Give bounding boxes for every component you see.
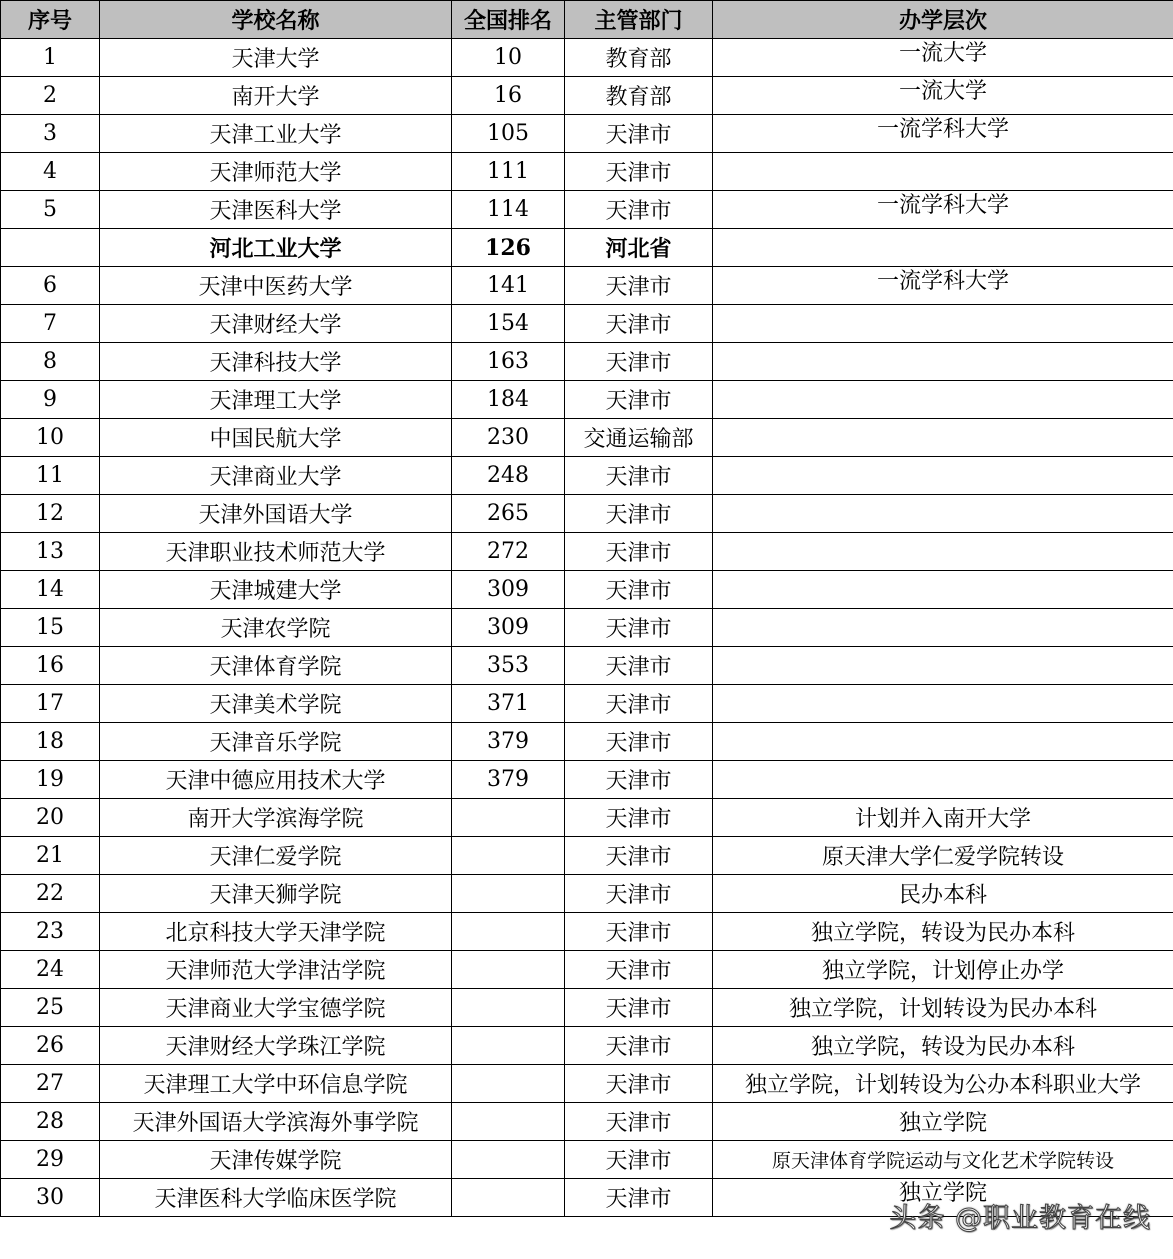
cell-serial: 29 (1, 1141, 100, 1179)
cell-school-name: 天津工业大学 (100, 115, 452, 153)
cell-national-rank (452, 799, 565, 837)
cell-serial: 22 (1, 875, 100, 913)
table-row (1, 457, 1173, 495)
table-row (1, 1141, 1173, 1179)
cell-serial: 14 (1, 571, 100, 609)
table-row (1, 229, 1173, 267)
cell-level: 独立学院，计划转设为公办本科职业大学 (713, 1065, 1173, 1103)
cell-national-rank (452, 913, 565, 951)
cell-school-name: 天津外国语大学滨海外事学院 (100, 1103, 452, 1141)
cell-school-name: 南开大学 (100, 77, 452, 115)
cell-school-name: 天津医科大学临床医学院 (100, 1179, 452, 1217)
cell-national-rank: 379 (452, 761, 565, 799)
cell-national-rank: 309 (452, 609, 565, 647)
cell-level (713, 533, 1173, 571)
cell-level (713, 761, 1173, 799)
cell-department: 天津市 (565, 685, 713, 723)
cell-school-name: 天津财经大学珠江学院 (100, 1027, 452, 1065)
cell-serial: 10 (1, 419, 100, 457)
cell-level (713, 609, 1173, 647)
cell-serial: 8 (1, 343, 100, 381)
table-row (1, 1065, 1173, 1103)
cell-level (713, 419, 1173, 457)
table-row (1, 305, 1173, 343)
header-row (1, 1, 1173, 39)
cell-serial: 4 (1, 153, 100, 191)
cell-national-rank (452, 837, 565, 875)
cell-level (713, 381, 1173, 419)
cell-level (713, 495, 1173, 533)
cell-national-rank (452, 989, 565, 1027)
cell-serial: 11 (1, 457, 100, 495)
cell-national-rank: 105 (452, 115, 565, 153)
cell-serial: 26 (1, 1027, 100, 1065)
cell-serial: 9 (1, 381, 100, 419)
table-row (1, 191, 1173, 229)
cell-level (713, 647, 1173, 685)
cell-level: 独立学院 (713, 1179, 1173, 1217)
cell-level: 独立学院，转设为民办本科 (713, 913, 1173, 951)
cell-national-rank: 371 (452, 685, 565, 723)
cell-national-rank (452, 1141, 565, 1179)
cell-school-name: 天津音乐学院 (100, 723, 452, 761)
cell-national-rank: 248 (452, 457, 565, 495)
cell-serial: 25 (1, 989, 100, 1027)
cell-serial (1, 229, 100, 267)
table-row (1, 153, 1173, 191)
cell-level: 原天津体育学院运动与文化艺术学院转设 (713, 1141, 1173, 1179)
cell-school-name: 天津财经大学 (100, 305, 452, 343)
cell-department: 天津市 (565, 647, 713, 685)
cell-department: 天津市 (565, 989, 713, 1027)
cell-level: 原天津大学仁爱学院转设 (713, 837, 1173, 875)
cell-serial: 2 (1, 77, 100, 115)
cell-national-rank (452, 875, 565, 913)
cell-national-rank: 184 (452, 381, 565, 419)
cell-department: 天津市 (565, 951, 713, 989)
header-department: 主管部门 (565, 1, 713, 39)
cell-level (713, 723, 1173, 761)
cell-department: 天津市 (565, 343, 713, 381)
cell-serial: 12 (1, 495, 100, 533)
cell-level (713, 571, 1173, 609)
cell-school-name: 天津师范大学 (100, 153, 452, 191)
cell-serial: 7 (1, 305, 100, 343)
cell-serial: 16 (1, 647, 100, 685)
cell-level: 一流学科大学 (713, 267, 1173, 305)
cell-level (713, 153, 1173, 191)
table-row (1, 419, 1173, 457)
cell-serial: 15 (1, 609, 100, 647)
cell-school-name: 天津外国语大学 (100, 495, 452, 533)
cell-department: 天津市 (565, 761, 713, 799)
cell-department: 天津市 (565, 1103, 713, 1141)
table-row (1, 951, 1173, 989)
table-row (1, 761, 1173, 799)
table-row (1, 913, 1173, 951)
cell-department: 天津市 (565, 913, 713, 951)
cell-school-name: 天津仁爱学院 (100, 837, 452, 875)
cell-serial: 28 (1, 1103, 100, 1141)
cell-level (713, 229, 1173, 267)
cell-department: 天津市 (565, 875, 713, 913)
cell-serial: 30 (1, 1179, 100, 1217)
table-row (1, 1103, 1173, 1141)
cell-serial: 18 (1, 723, 100, 761)
table-row (1, 685, 1173, 723)
table-row (1, 799, 1173, 837)
header-level: 办学层次 (713, 1, 1173, 39)
cell-serial: 6 (1, 267, 100, 305)
cell-national-rank (452, 1027, 565, 1065)
table-row (1, 837, 1173, 875)
cell-level: 一流学科大学 (713, 191, 1173, 229)
cell-department: 天津市 (565, 115, 713, 153)
cell-level (713, 305, 1173, 343)
table-row (1, 495, 1173, 533)
cell-level: 独立学院 (713, 1103, 1173, 1141)
cell-school-name: 中国民航大学 (100, 419, 452, 457)
cell-department: 天津市 (565, 609, 713, 647)
cell-national-rank: 16 (452, 77, 565, 115)
cell-level: 民办本科 (713, 875, 1173, 913)
cell-national-rank: 114 (452, 191, 565, 229)
cell-department: 天津市 (565, 267, 713, 305)
cell-national-rank (452, 1179, 565, 1217)
cell-school-name: 天津农学院 (100, 609, 452, 647)
cell-national-rank: 379 (452, 723, 565, 761)
table-body (1, 39, 1173, 1217)
cell-level (713, 685, 1173, 723)
table-row (1, 1027, 1173, 1065)
cell-school-name: 天津科技大学 (100, 343, 452, 381)
cell-national-rank: 265 (452, 495, 565, 533)
table-row (1, 989, 1173, 1027)
cell-department: 河北省 (565, 229, 713, 267)
cell-level: 独立学院，转设为民办本科 (713, 1027, 1173, 1065)
cell-serial: 17 (1, 685, 100, 723)
cell-national-rank (452, 1103, 565, 1141)
cell-school-name: 天津体育学院 (100, 647, 452, 685)
cell-national-rank (452, 1065, 565, 1103)
cell-school-name: 天津中德应用技术大学 (100, 761, 452, 799)
cell-department: 教育部 (565, 39, 713, 77)
cell-department: 交通运输部 (565, 419, 713, 457)
cell-serial: 3 (1, 115, 100, 153)
cell-department: 教育部 (565, 77, 713, 115)
table-row (1, 115, 1173, 153)
cell-department: 天津市 (565, 305, 713, 343)
cell-national-rank (452, 951, 565, 989)
cell-department: 天津市 (565, 457, 713, 495)
cell-department: 天津市 (565, 1179, 713, 1217)
cell-serial: 5 (1, 191, 100, 229)
cell-national-rank: 154 (452, 305, 565, 343)
cell-school-name: 天津商业大学 (100, 457, 452, 495)
cell-school-name: 天津天狮学院 (100, 875, 452, 913)
cell-school-name: 河北工业大学 (100, 229, 452, 267)
cell-serial: 13 (1, 533, 100, 571)
table-header (1, 1, 1173, 39)
table-row (1, 267, 1173, 305)
cell-school-name: 天津大学 (100, 39, 452, 77)
header-national-rank: 全国排名 (452, 1, 565, 39)
cell-level: 一流学科大学 (713, 115, 1173, 153)
cell-national-rank: 272 (452, 533, 565, 571)
cell-serial: 27 (1, 1065, 100, 1103)
cell-national-rank: 141 (452, 267, 565, 305)
watermark: 头条 @职业教育在线 (889, 1203, 1151, 1234)
cell-department: 天津市 (565, 533, 713, 571)
cell-department: 天津市 (565, 723, 713, 761)
cell-department: 天津市 (565, 153, 713, 191)
cell-level: 一流大学 (713, 39, 1173, 77)
table-row (1, 723, 1173, 761)
table-row (1, 77, 1173, 115)
table-row (1, 609, 1173, 647)
header-serial: 序号 (1, 1, 100, 39)
cell-school-name: 天津理工大学中环信息学院 (100, 1065, 452, 1103)
cell-school-name: 天津商业大学宝德学院 (100, 989, 452, 1027)
header-school-name: 学校名称 (100, 1, 452, 39)
cell-national-rank: 230 (452, 419, 565, 457)
table-row (1, 647, 1173, 685)
cell-department: 天津市 (565, 799, 713, 837)
cell-level: 独立学院，计划停止办学 (713, 951, 1173, 989)
cell-school-name: 南开大学滨海学院 (100, 799, 452, 837)
cell-department: 天津市 (565, 381, 713, 419)
table-row (1, 343, 1173, 381)
table-row (1, 39, 1173, 77)
cell-national-rank: 163 (452, 343, 565, 381)
cell-serial: 19 (1, 761, 100, 799)
cell-level: 计划并入南开大学 (713, 799, 1173, 837)
cell-department: 天津市 (565, 1027, 713, 1065)
table-row (1, 571, 1173, 609)
cell-department: 天津市 (565, 191, 713, 229)
cell-serial: 23 (1, 913, 100, 951)
cell-department: 天津市 (565, 1065, 713, 1103)
cell-school-name: 天津职业技术师范大学 (100, 533, 452, 571)
cell-level: 一流大学 (713, 77, 1173, 115)
cell-school-name: 天津城建大学 (100, 571, 452, 609)
cell-serial: 1 (1, 39, 100, 77)
cell-national-rank: 10 (452, 39, 565, 77)
cell-department: 天津市 (565, 571, 713, 609)
table-row (1, 381, 1173, 419)
cell-level (713, 343, 1173, 381)
cell-school-name: 北京科技大学天津学院 (100, 913, 452, 951)
table-row (1, 875, 1173, 913)
cell-department: 天津市 (565, 1141, 713, 1179)
table-row (1, 533, 1173, 571)
cell-school-name: 天津医科大学 (100, 191, 452, 229)
cell-school-name: 天津理工大学 (100, 381, 452, 419)
cell-school-name: 天津师范大学津沽学院 (100, 951, 452, 989)
cell-national-rank: 353 (452, 647, 565, 685)
cell-serial: 24 (1, 951, 100, 989)
cell-department: 天津市 (565, 837, 713, 875)
cell-level: 独立学院，计划转设为民办本科 (713, 989, 1173, 1027)
cell-national-rank: 111 (452, 153, 565, 191)
cell-national-rank: 126 (452, 229, 565, 267)
cell-school-name: 天津美术学院 (100, 685, 452, 723)
cell-serial: 21 (1, 837, 100, 875)
cell-national-rank: 309 (452, 571, 565, 609)
cell-serial: 20 (1, 799, 100, 837)
cell-school-name: 天津中医药大学 (100, 267, 452, 305)
cell-school-name: 天津传媒学院 (100, 1141, 452, 1179)
cell-department: 天津市 (565, 495, 713, 533)
cell-level (713, 457, 1173, 495)
